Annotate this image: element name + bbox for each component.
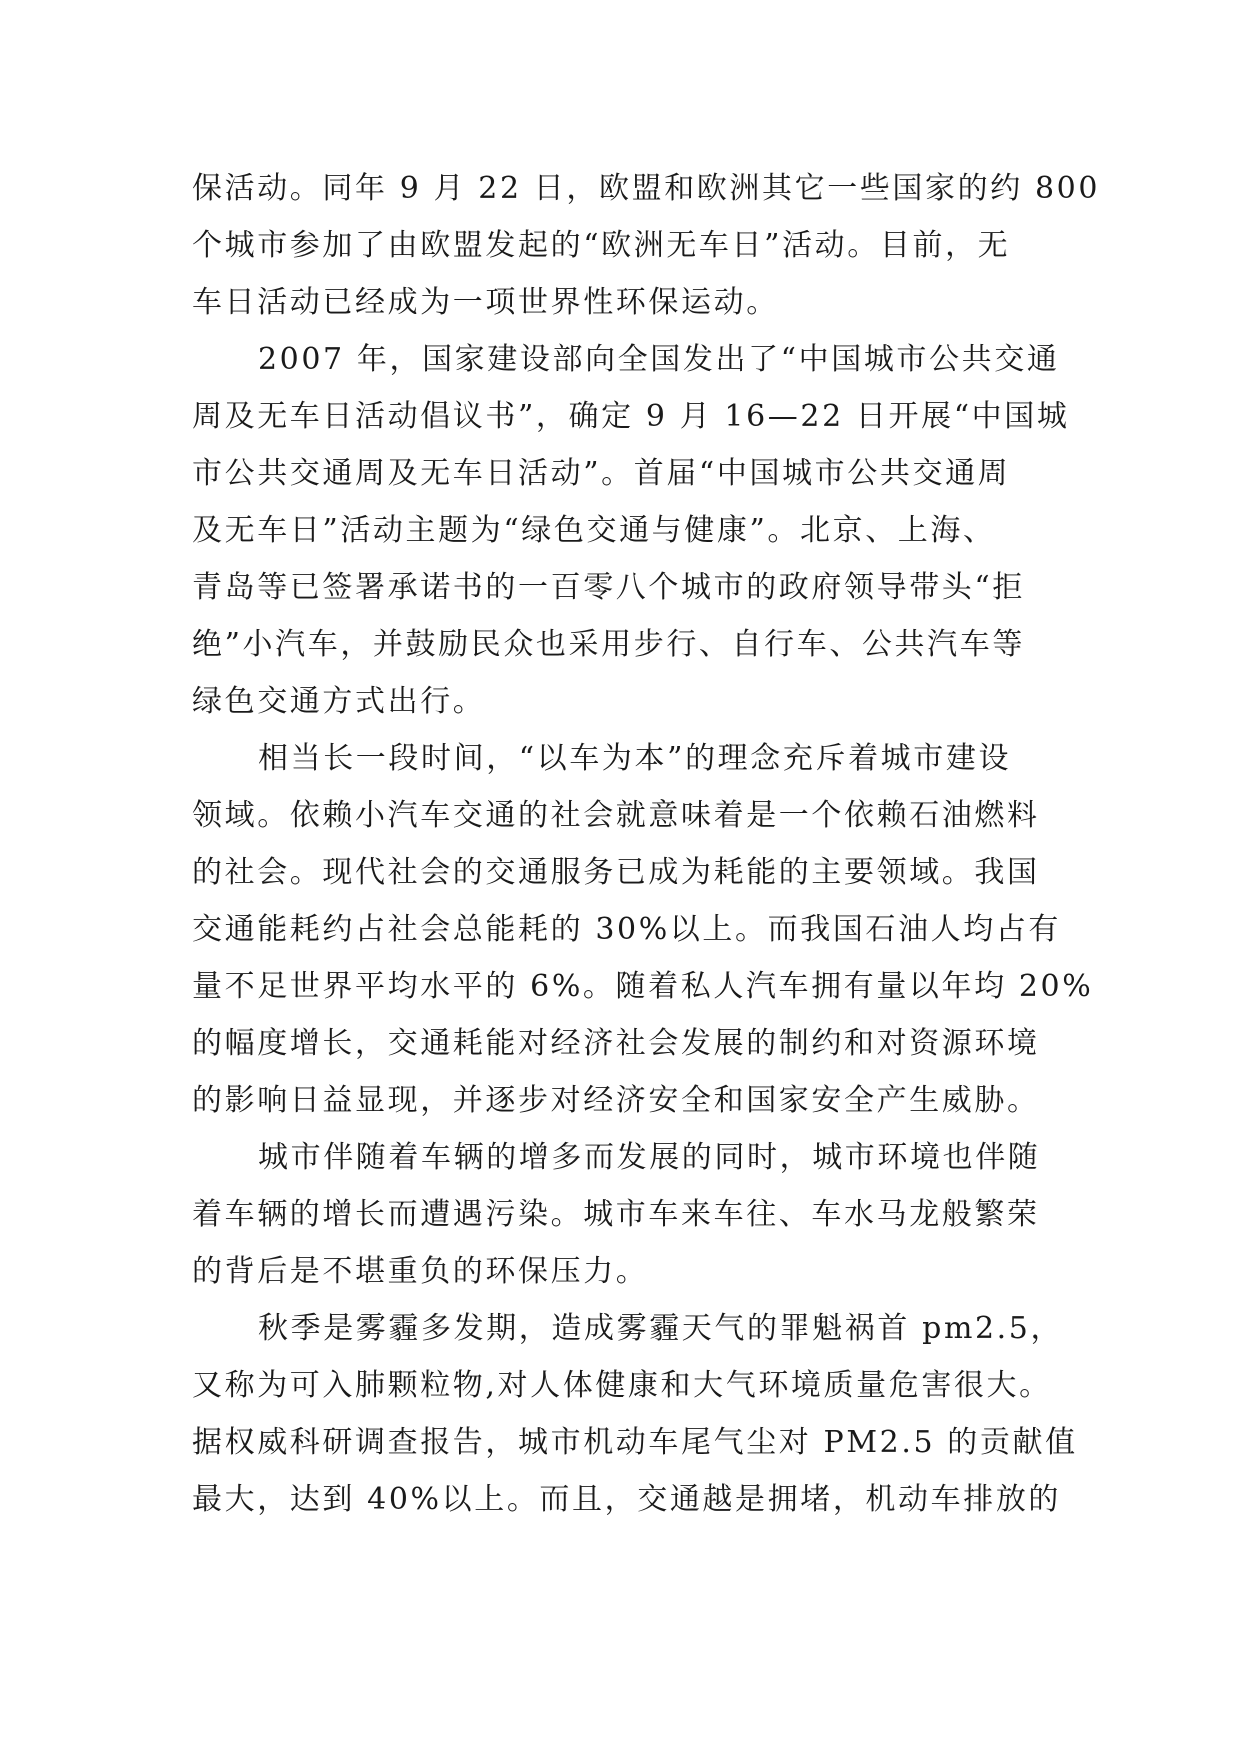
text-line: 绿色交通方式出行。: [192, 684, 486, 719]
text-line: 领域。依赖小汽车交通的社会就意味着是一个依赖石油燃料: [192, 798, 1040, 833]
text-line: 着车辆的增长而遭遇污染。城市车来车往、车水马龙般繁荣: [192, 1197, 1040, 1232]
text-line: 相当长一段时间，“以车为本”的理念充斥着城市建设: [258, 741, 1012, 776]
body-text: [192, 160, 1101, 1528]
text-line: 绝”小汽车，并鼓励民众也采用步行、自行车、公共汽车等: [192, 627, 1025, 662]
text-line: 青岛等已签署承诺书的一百零八个城市的政府领导带头“拒: [192, 570, 1025, 605]
text-line: 秋季是雾霾多发期，造成雾霾天气的罪魁祸首 pm2.5，: [258, 1311, 1064, 1346]
text-line: 周及无车日活动倡议书”，确定 9 月 16—22 日开展“中国城: [192, 399, 1070, 434]
text-line: 及无车日”活动主题为“绿色交通与健康”。北京、上海、: [192, 513, 996, 548]
text-line: 的背后是不堪重负的环保压力。: [192, 1254, 649, 1289]
text-line: 据权威科研调查报告，城市机动车尾气尘对 PM2.5 的贡献值: [192, 1425, 1078, 1460]
text-line: 的幅度增长，交通耗能对经济社会发展的制约和对资源环境: [192, 1026, 1040, 1061]
text-line: 车日活动已经成为一项世界性环保运动。: [192, 285, 779, 320]
text-line: 的影响日益显现，并逐步对经济安全和国家安全产生威胁。: [192, 1083, 1040, 1118]
text-line: 保活动。同年 9 月 22 日，欧盟和欧洲其它一些国家的约 800: [192, 171, 1101, 206]
text-line: 交通能耗约占社会总能耗的 30%以上。而我国石油人均占有: [192, 912, 1062, 947]
text-line: 城市伴随着车辆的增多而发展的同时，城市环境也伴随: [258, 1140, 1041, 1175]
text-line: 个城市参加了由欧盟发起的“欧洲无车日”活动。目前，无: [192, 228, 1011, 263]
text-line: 最大，达到 40%以上。而且，交通越是拥堵，机动车排放的: [192, 1482, 1062, 1517]
text-line: 又称为可入肺颗粒物,对人体健康和大气环境质量危害很大。: [192, 1368, 1052, 1403]
text-line: 2007 年，国家建设部向全国发出了“中国城市公共交通: [258, 342, 1060, 377]
text-line: 量不足世界平均水平的 6%。随着私人汽车拥有量以年均 20%: [192, 969, 1094, 1004]
text-line: 市公共交通周及无车日活动”。首届“中国城市公共交通周: [192, 456, 1011, 491]
text-line: 的社会。现代社会的交通服务已成为耗能的主要领域。我国: [192, 855, 1040, 890]
